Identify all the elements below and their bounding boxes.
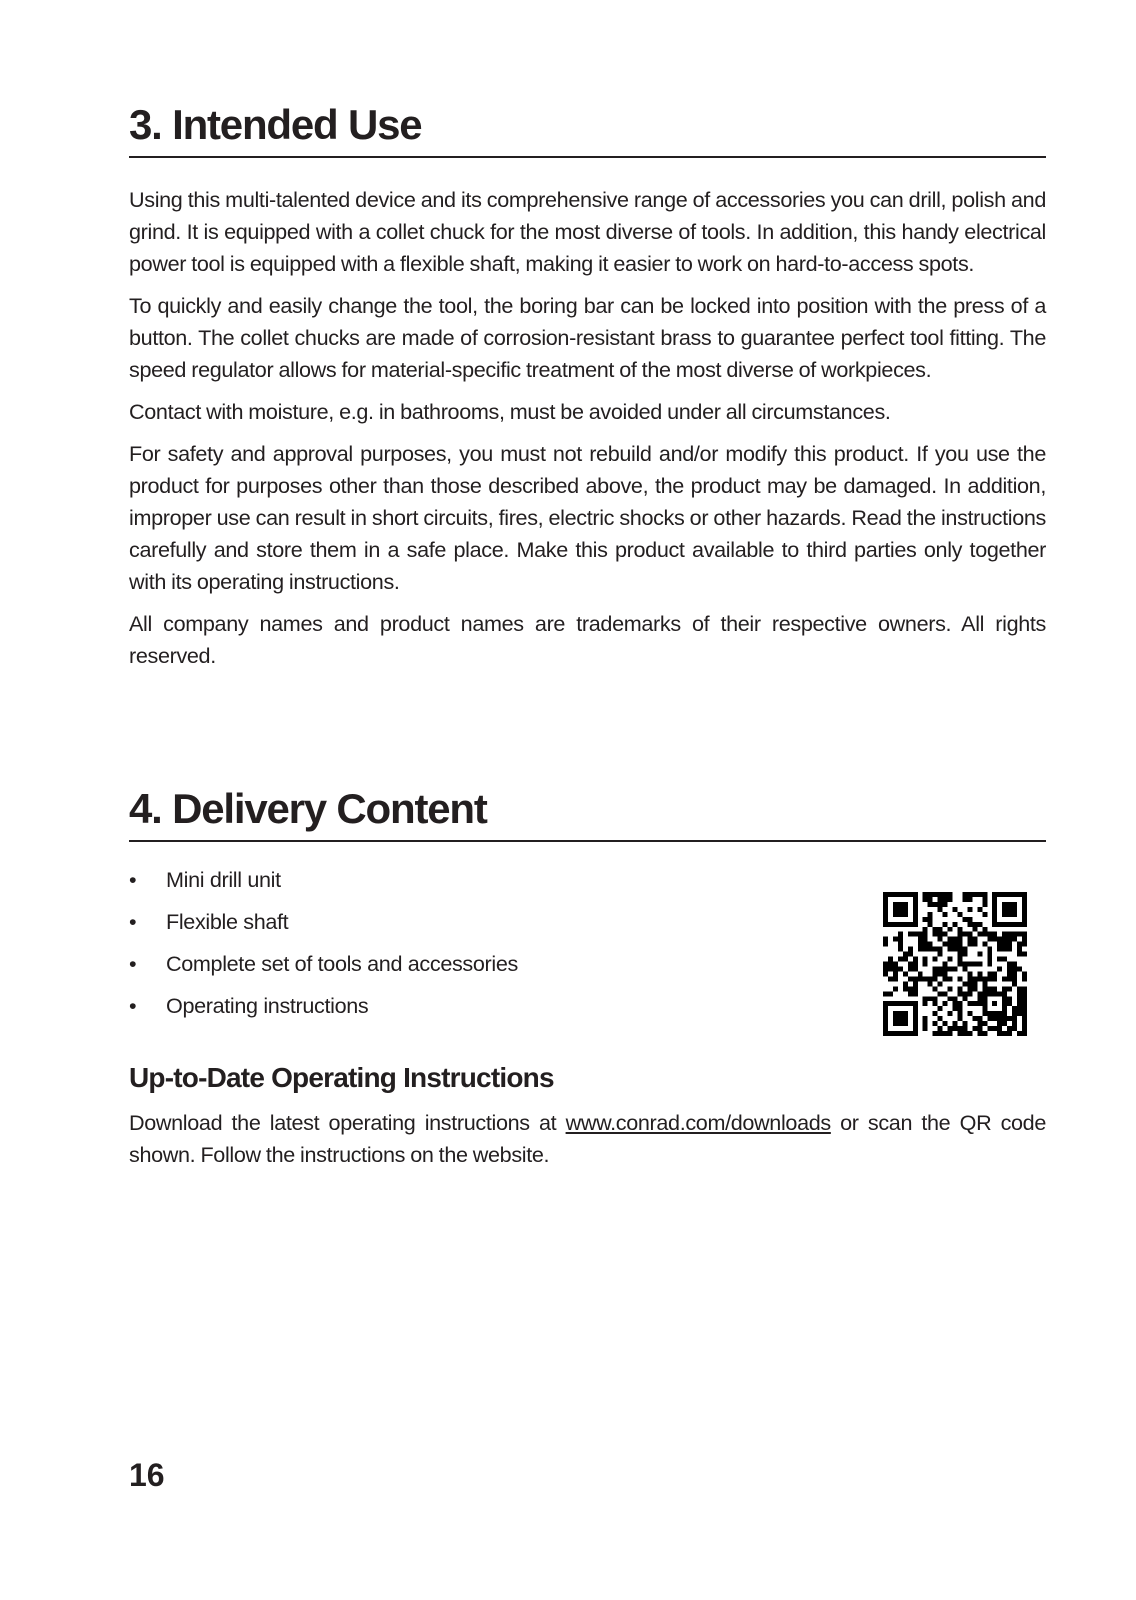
list-item (129, 909, 829, 951)
bullet: • (129, 951, 137, 976)
list-item-label: Operating instructions (166, 993, 369, 1018)
downloads-link[interactable]: www.conrad.com/downloads (565, 1110, 831, 1135)
list-item-label: Flexible shaft (166, 909, 289, 934)
paragraph: All company names and product names are trademarks of their respective owners. All rights reserved. (129, 611, 1046, 668)
list-item (129, 951, 829, 993)
paragraph: For safety and approval purposes, you must not rebuild and/or modify this product. If you use the product for purposes other than those described above, the product may be damaged. In addition, improper use can result in short circuits, fires, electric shocks or other hazards. Read the instructions carefully and store them in a safe place. Make this product available to third parties only together with its operating instructions. (129, 441, 1046, 594)
page-number: 16 (129, 1457, 165, 1493)
paragraph: Using this multi-talented device and its comprehensive range of accessories you can drill, polish and grind. It is equipped with a collet chuck for the most diverse of tools. In addition, this handy electrical power tool is equipped with a flexible shaft, making it easier to work on hard-to-access spots. (129, 187, 1046, 276)
subheading-up-to-date-instructions: Up-to-Date Operating Instructions (129, 1062, 554, 1093)
list-item (129, 867, 829, 909)
delivery-content-list (129, 867, 829, 1035)
list-item (129, 993, 829, 1035)
bullet: • (129, 867, 137, 892)
download-text-before: Download the latest operating instructions at (129, 1110, 566, 1135)
bullet: • (129, 993, 137, 1018)
qr-code-icon[interactable] (883, 890, 1027, 1038)
download-paragraph (129, 1107, 1046, 1171)
paragraph: Contact with moisture, e.g. in bathrooms, must be avoided under all circumstances. (129, 399, 891, 424)
list-item-label: Complete set of tools and accessories (166, 951, 518, 976)
section-heading-intended-use: 3. Intended Use (129, 104, 1046, 158)
list-item-label: Mini drill unit (166, 867, 281, 892)
paragraph: To quickly and easily change the tool, the boring bar can be locked into position with the press of a button. The collet chucks are made of corrosion-resistant brass to guarantee perfect tool fitting. The speed regulator allows for material-specific treatment of the most diverse of workpieces. (129, 293, 1046, 382)
intended-use-body (129, 184, 1046, 682)
section-heading-delivery-content: 4. Delivery Content (129, 788, 1046, 842)
download-text-after: or scan the QR code shown. Follow the instructions on the website. (129, 1110, 1047, 1167)
bullet: • (129, 909, 137, 934)
